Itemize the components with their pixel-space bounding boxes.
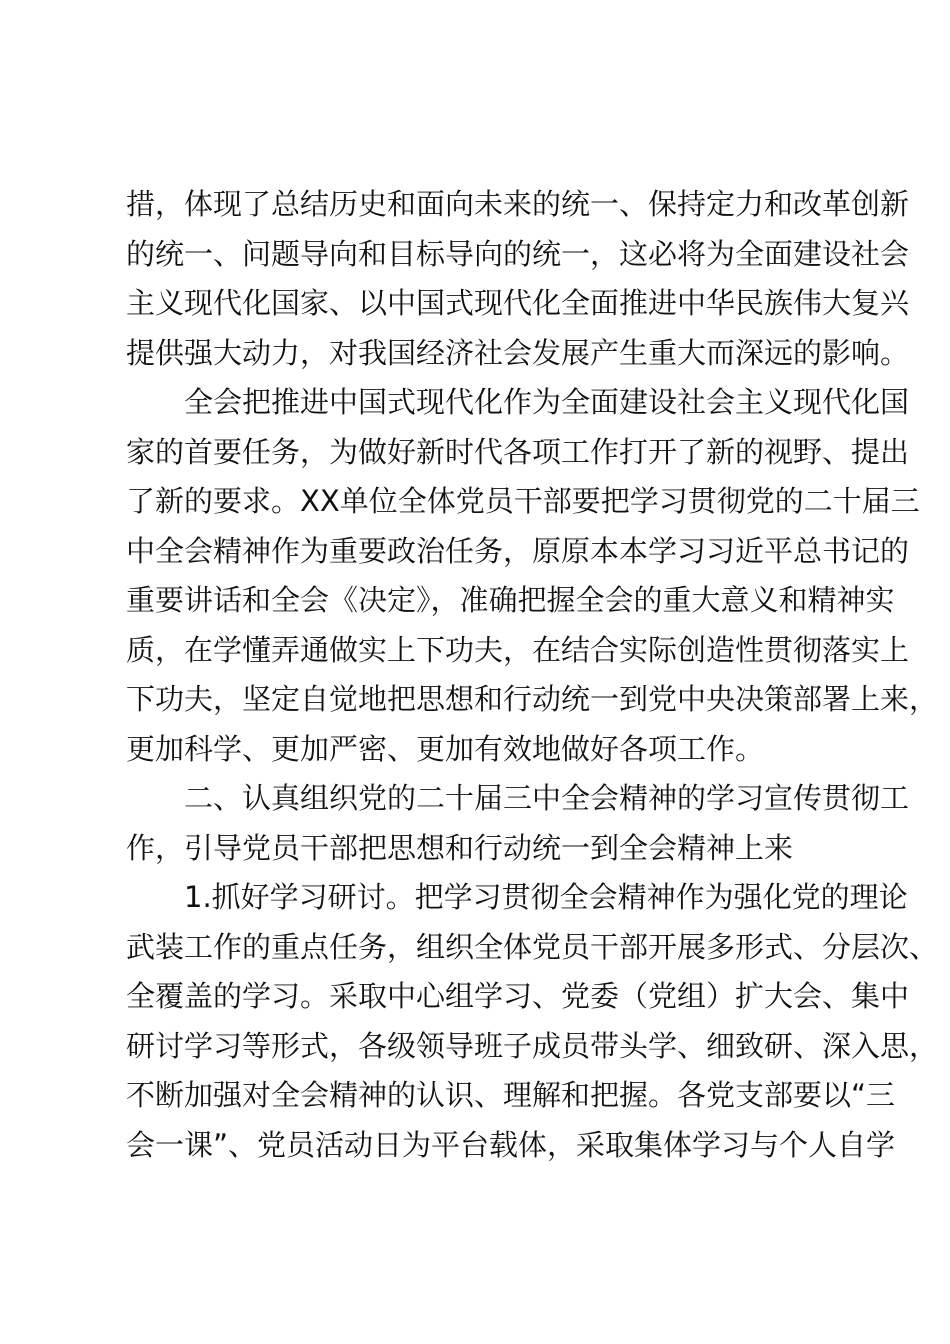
paragraph-first-line: 1.抓好学习研讨。把学习贯彻全会精神作为强化党的理论	[184, 880, 908, 914]
text-line: 中全会精神作为重要政治任务，原原本本学习习近平总书记的	[126, 533, 910, 568]
text-line: 的统一、问题导向和目标导向的统一，这必将为全面建设社会	[126, 236, 910, 271]
document-body	[126, 180, 939, 1170]
section-heading: 作，引导党员干部把思想和行动统一到全会精神上来	[126, 830, 794, 865]
text-line: 更加科学、更加严密、更加有效地做好各项工作。	[126, 731, 765, 766]
text-line: 下功夫，坚定自觉地把思想和行动统一到党中央决策部署上来，	[126, 682, 939, 716]
text-line: 质，在学懂弄通做实上下功夫，在结合实际创造性贯彻落实上	[126, 632, 910, 667]
text-line: 不断加强对全会精神的认识、理解和把握。各党支部要以“三	[126, 1078, 896, 1112]
text-line: 全覆盖的学习。采取中心组学习、党委（党组）扩大会、集中	[126, 979, 910, 1013]
paragraph-first-line: 全会把推进中国式现代化作为全面建设社会主义现代化国	[184, 385, 910, 419]
text-line: 措，体现了总结历史和面向未来的统一、保持定力和改革创新	[126, 187, 910, 221]
text-line: 武装工作的重点任务，组织全体党员干部开展多形式、分层次、	[126, 929, 939, 964]
text-line: 了新的要求。XX单位全体党员干部要把学习贯彻党的二十届三	[126, 484, 920, 518]
section-heading: 二、认真组织党的二十届三中全会精神的学习宣传贯彻工	[184, 781, 910, 815]
text-line: 主义现代化国家、以中国式现代化全面推进中华民族伟大复兴	[126, 286, 910, 320]
text-line: 提供强大动力，对我国经济社会发展产生重大而深远的影响。	[126, 335, 910, 370]
text-line: 研讨学习等形式，各级领导班子成员带头学、细致研、深入思，	[126, 1028, 939, 1063]
text-line: 家的首要任务，为做好新时代各项工作打开了新的视野、提出	[126, 434, 910, 469]
text-line: 重要讲话和全会《决定》，准确把握全会的重大意义和精神实	[126, 583, 895, 617]
text-line: 会一课”、党员活动日为平台载体，采取集体学习与个人自学	[126, 1127, 896, 1162]
